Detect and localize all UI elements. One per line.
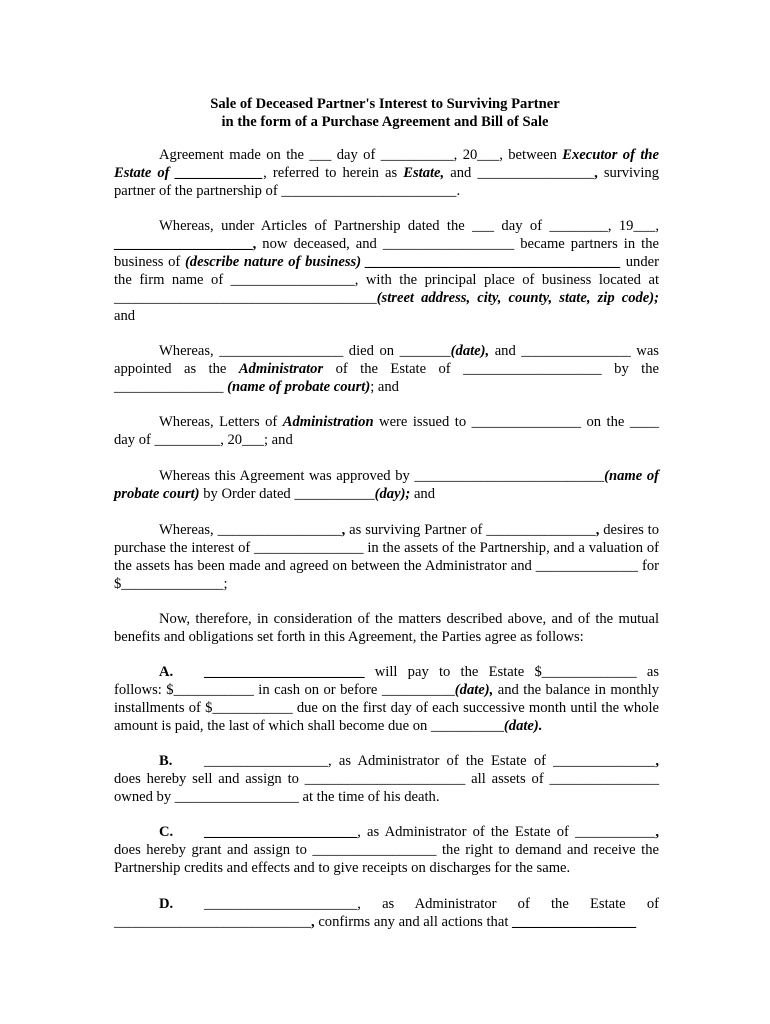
paragraph-letters: Whereas, Letters of Administration were issued to _______________ on the ____ day of _________, 20___; and	[114, 414, 660, 448]
paragraph-purchase: Whereas, _________________, as surviving Partner of _______________, desires to purchase the interest of _______________ in the assets of the Partnership, and a valuation of the assets has been made and agreed on between the Administrator and ______________ for $______________;	[114, 522, 659, 592]
title-line-2: in the form of a Purchase Agreement and Bill of Sale	[221, 114, 549, 130]
item-a-letter: A.	[159, 664, 174, 680]
item-c: C. _____________________, as Administrator of the Estate of ___________, does hereby grant and assign to _________________ the right to demand and receive the Partnership credits and effects and to give receipts on discharges for the same.	[114, 824, 659, 876]
item-b-letter: B.	[159, 753, 173, 769]
paragraph-approved: Whereas this Agreement was approved by __________________________(name of probate court) by Order dated ___________(day); and	[114, 468, 659, 502]
title-line-1: Sale of Deceased Partner's Interest to Surviving Partner	[210, 96, 560, 112]
item-c-letter: C.	[159, 824, 174, 840]
item-b: B. _________________, as Administrator of the Estate of ______________, does hereby sell and assign to ______________________ all assets of _______________ owned by _________________ at the time of his death.	[114, 753, 659, 805]
item-d-letter: D.	[159, 896, 174, 912]
paragraph-died: Whereas, _________________ died on _______(date), and _______________ was appointed as the Administrator of the Estate of ___________________ by the _______________ (name of probate court); and	[114, 343, 659, 395]
item-d: D. _____________________, as Administrator of the Estate of ___________________________, confirms any and all actions that _________________	[114, 896, 659, 930]
paragraph-agreement: Agreement made on the ___ day of __________, 20___, between Executor of the Estate of ____________, referred to herein as Estate, and ________________, surviving partner of the partnership of ________________________.	[114, 147, 659, 199]
item-a: A. ______________________ will pay to the Estate $_____________ as follows: $___________ in cash on or before __________(date), and the balance in monthly installments of $___________ due on the first day of each successive month until the whole amount is paid, the last of which shall become due on __________(date).	[114, 664, 659, 734]
paragraph-articles: Whereas, under Articles of Partnership dated the ___ day of ________, 19___, ___________________, now deceased, and __________________ became partners in the business of (describe nature of business) ___________________________________ under the firm name of _________________, with the principal place of business located at ____________________________________(street address, city, county, state, zip code); and	[114, 218, 659, 324]
paragraph-consideration: Now, therefore, in consideration of the matters described above, and of the mutual benefits and obligations set forth in this Agreement, the Parties agree as follows:	[114, 611, 659, 645]
